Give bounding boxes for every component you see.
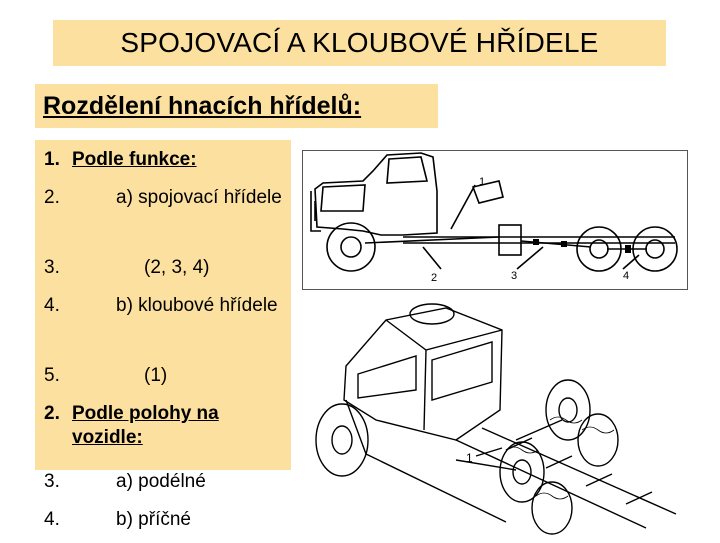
- list-item-text: (1): [144, 365, 168, 386]
- truck-side-view-figure: [302, 150, 688, 290]
- list-item-number: 1.: [44, 149, 60, 170]
- list-item-number: 3.: [44, 257, 60, 278]
- list-item-number: 4.: [44, 509, 60, 530]
- slide-title: [53, 20, 666, 66]
- slide-subtitle-text: Rozdělení hnacích hřídelů:: [43, 91, 362, 120]
- list-item-number: 3.: [44, 471, 60, 492]
- slide-subtitle: [35, 84, 438, 128]
- list-item-text: (2, 3, 4): [144, 257, 210, 278]
- list-item-text: Podle polohy na vozidle:: [72, 403, 219, 448]
- list-item-number: 5.: [44, 365, 60, 386]
- figure-label: 4: [623, 270, 630, 282]
- list-item-number: 2.: [44, 187, 60, 208]
- list-item-text: a) spojovací hřídele: [116, 187, 282, 208]
- list-item-text: a) podélné: [116, 471, 206, 492]
- list-item-text: b) příčné: [116, 509, 191, 530]
- list-item-number: 4.: [44, 295, 60, 316]
- figure-label: 2: [431, 272, 438, 284]
- truck-side-view-drawing: [303, 151, 689, 291]
- figure-label: 3: [511, 270, 518, 282]
- list-item-number: 2.: [44, 403, 60, 424]
- truck-chassis-figure: [306, 290, 712, 538]
- truck-chassis-drawing: [306, 290, 712, 538]
- figure-label: 1: [466, 451, 473, 465]
- slide-title-text: SPOJOVACÍ A KLOUBOVÉ HŘÍDELE: [120, 27, 599, 58]
- list-item-text: b) kloubové hřídele: [116, 295, 278, 316]
- figure-label: 1: [479, 176, 486, 188]
- list-item-text: Podle funkce:: [72, 149, 197, 170]
